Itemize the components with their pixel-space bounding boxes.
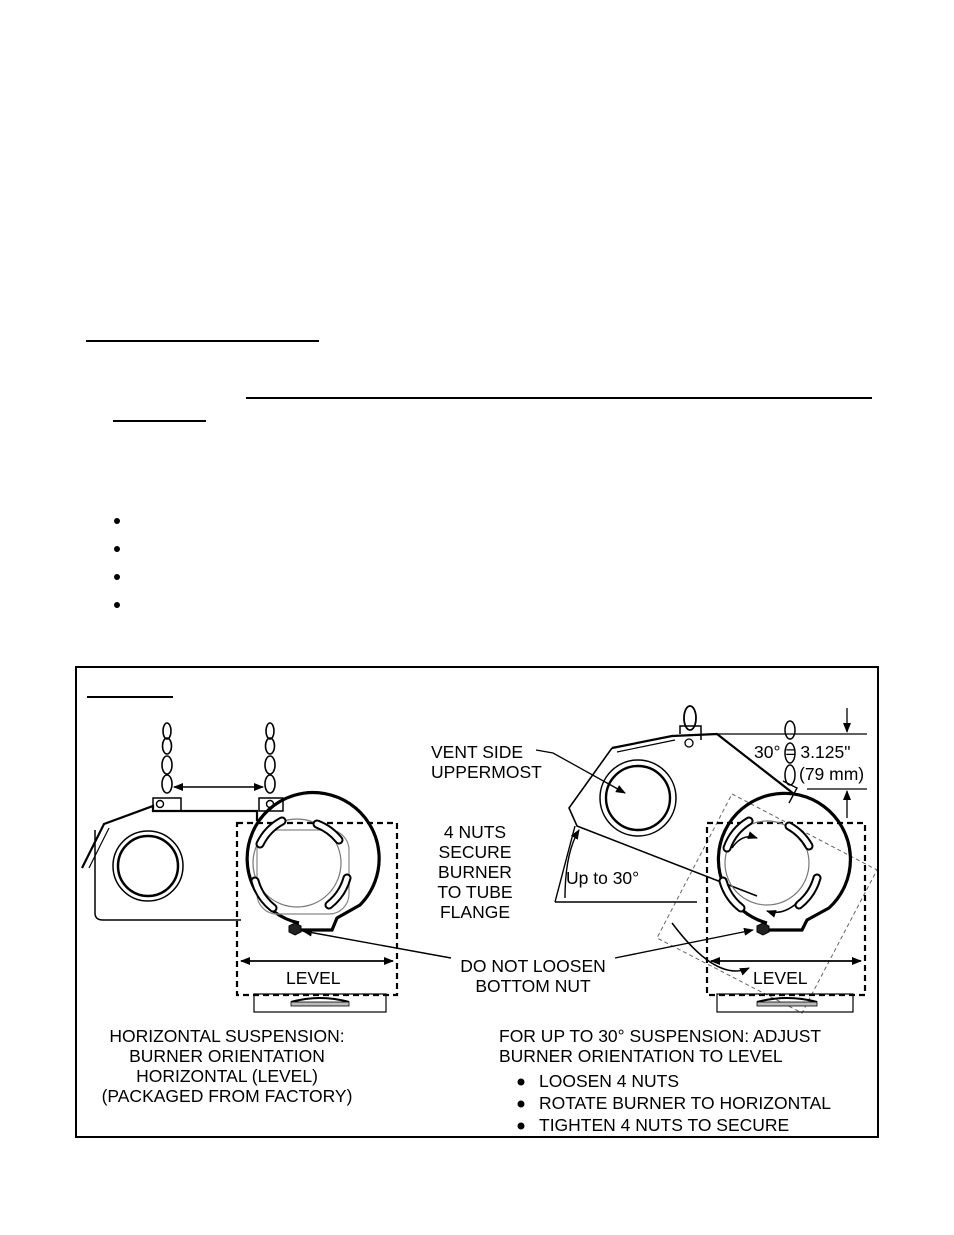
list-bullet [114,518,120,524]
dimension-metric-label: (79 mm) [799,764,865,784]
section-heading-underline [86,340,319,342]
list-bullet [114,574,120,580]
step-bullet [518,1123,525,1130]
list-bullet [114,602,120,608]
level-label-right: LEVEL [753,968,808,988]
nut-leader-left [303,931,451,958]
nut-leader-right [615,930,753,958]
step-bullet [518,1101,525,1108]
do-not-loosen-label: DO NOT LOOSEN BOTTOM NUT [460,956,606,996]
nuts-secure-label: 4 NUTS SECURE BURNER TO TUBE FLANGE [437,822,513,922]
right-caption: FOR UP TO 30° SUSPENSION: ADJUST BURNER ORIENTATION TO LEVEL [499,1026,822,1066]
angle-label: Up to 30° [566,868,640,888]
vent-side-label: VENT SIDE UPPERMOST [431,742,542,782]
left-heater-assembly [82,723,397,1012]
list-bullet [114,546,120,552]
burner-orientation-figure [75,666,879,1138]
left-caption: HORIZONTAL SUSPENSION: BURNER ORIENTATION HORIZONTAL (LEVEL) (PACKAGED FROM FACTORY) [101,1026,353,1106]
instruction-underline-1 [246,397,872,399]
dimension-label: 30° = 3.125" [754,742,851,762]
level-label-left: LEVEL [286,968,341,988]
step-bullet [518,1079,525,1086]
right-steps: LOOSEN 4 NUTS ROTATE BURNER TO HORIZONTAL TIGHTEN 4 NUTS TO SECURE [539,1071,832,1135]
instruction-underline-2 [113,420,206,422]
